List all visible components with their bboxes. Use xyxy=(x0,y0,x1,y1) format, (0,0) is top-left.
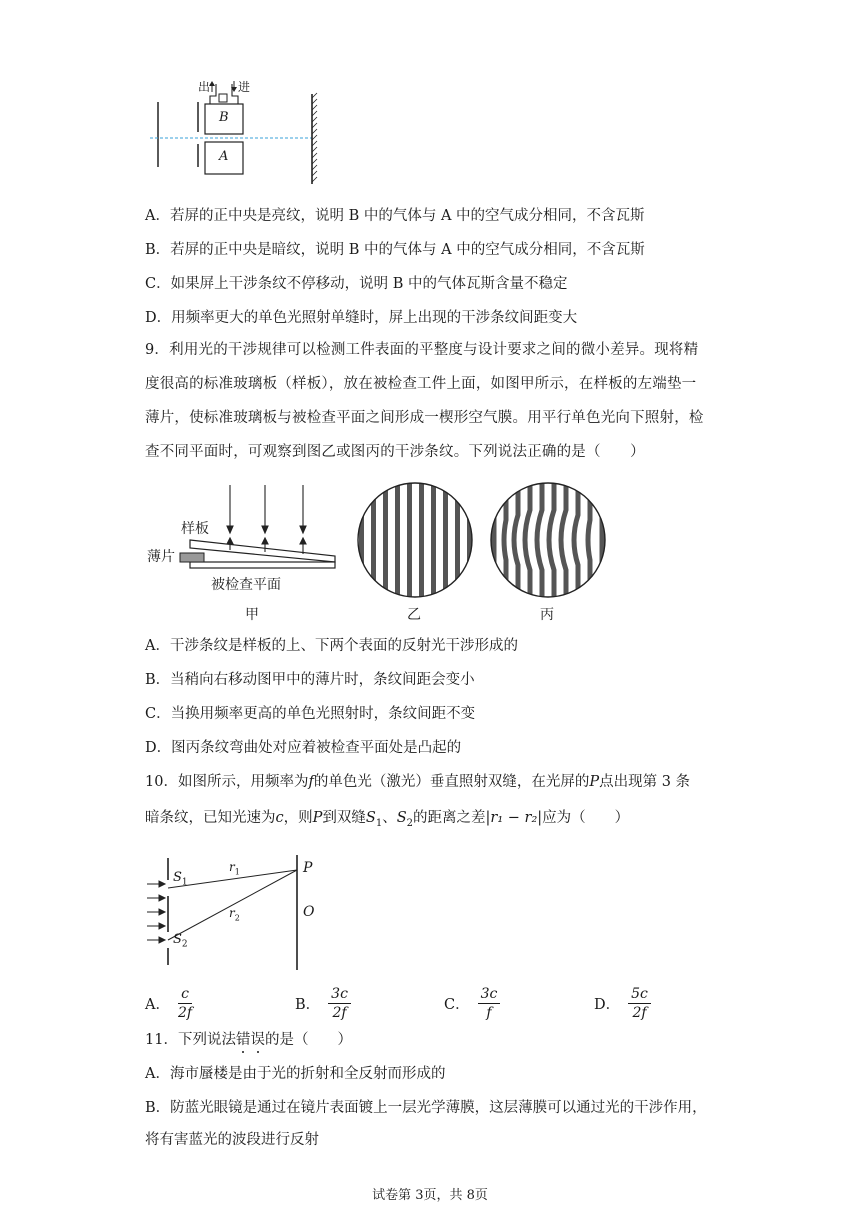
label-s1-main: S xyxy=(173,870,182,885)
q10-expr: |r₁ − r₂| xyxy=(485,810,543,826)
figure-bing xyxy=(488,480,608,625)
label-sample-plate: 样板 xyxy=(181,521,209,537)
q9-stem-line: 9．利用光的干涉规律可以检测工件表面的平整度与设计要求之间的微小差异。现将精 xyxy=(145,342,699,358)
q10-sep: 、 xyxy=(382,810,397,826)
q10-var-s2: S xyxy=(396,810,407,826)
q10-option-key: B． xyxy=(295,997,321,1013)
q10-option-key: A． xyxy=(145,997,170,1013)
q9-stem-line: 度很高的标准玻璃板（样板），放在被检查工件上面，如图甲所示，在样板的左端垫一 xyxy=(145,376,697,392)
q10-text: ，则 xyxy=(283,810,313,826)
fraction-numerator: 5c xyxy=(628,985,651,1004)
label-s2-sub: 2 xyxy=(181,939,188,950)
q9-option-b: B．当稍向右移动图甲中的薄片时，条纹间距会变小 xyxy=(145,672,475,688)
caption-yi: 乙 xyxy=(407,607,421,623)
wedge-film-diagram xyxy=(145,480,345,580)
q9-stem-line: 查不同平面时，可观察到图乙或图丙的干涉条纹。下列说法正确的是（ ） xyxy=(145,444,645,460)
q10-option-c xyxy=(444,985,500,1022)
q10-sub-2: 2 xyxy=(406,817,414,829)
label-r2-main: r xyxy=(229,906,235,920)
page-footer: 试卷第 3页，共 8页 xyxy=(372,1188,488,1203)
q11-option-a: A．海市蜃楼是由于光的折射和全反射而形成的 xyxy=(145,1066,446,1082)
q10-text: 的单色光（激光）垂直照射双缝，在光屏的 xyxy=(313,774,590,790)
q10-option-d xyxy=(594,985,651,1022)
label-r1 xyxy=(229,860,240,876)
fraction-numerator: c xyxy=(178,985,192,1004)
fraction-denominator: f xyxy=(486,1005,492,1021)
q10-text: 应为（ ） xyxy=(542,810,630,826)
label-s2-main: S xyxy=(173,932,182,947)
fraction-denominator: 2f xyxy=(632,1005,647,1021)
label-r1-sub: 1 xyxy=(234,867,240,877)
q11-option-b-line-2: 将有害蓝光的波段进行反射 xyxy=(145,1132,319,1148)
label-in: 进 xyxy=(238,80,251,94)
q8-option-c: C．如果屏上干涉条纹不停移动，说明 B 中的气体瓦斯含量不稳定 xyxy=(145,276,568,292)
fraction-denominator: 2f xyxy=(177,1005,193,1021)
q8-option-d: D．用频率更大的单色光照射单缝时，屏上出现的干涉条纹间距变大 xyxy=(145,310,578,326)
label-thin-sheet: 薄片 xyxy=(147,549,175,565)
fraction-numerator: 3c xyxy=(328,985,351,1004)
q10-option-key: D． xyxy=(594,997,621,1013)
q10-text: 点出现第 3 条 xyxy=(599,774,691,790)
figure-yi xyxy=(355,480,475,625)
q8-option-a: A．若屏的正中央是亮纹，说明 B 中的气体与 A 中的空气成分相同，不含瓦斯 xyxy=(145,208,645,224)
q11-text: 11．下列说法 xyxy=(145,1032,236,1048)
figure-jia xyxy=(145,480,345,625)
label-o: O xyxy=(303,904,315,920)
label-inspected-plane: 被检查平面 xyxy=(211,577,281,593)
q10-option-b xyxy=(295,985,351,1022)
fraction xyxy=(328,985,351,1022)
label-s1 xyxy=(173,870,188,888)
q11-option-b-line-1: B．防蓝光眼镜是通过在镜片表面镀上一层光学薄膜，这层薄膜可以通过光的干涉作用， xyxy=(145,1100,707,1116)
fraction xyxy=(628,985,651,1022)
caption-jia: 甲 xyxy=(245,607,259,623)
q9-stem xyxy=(145,333,725,469)
figure-gas-chamber xyxy=(150,72,330,187)
caption-bing: 丙 xyxy=(540,607,554,623)
label-chamber-b: B xyxy=(219,110,229,125)
q10-stem-line-2 xyxy=(145,808,629,834)
q9-stem-line: 薄片，使标准玻璃板与被检查平面之间形成一楔形空气膜。用平行单色光向下照射，检 xyxy=(145,410,704,426)
q11-emphasis: 错 xyxy=(235,1032,251,1048)
label-s1-sub: 1 xyxy=(181,877,188,888)
q8-option-b: B．若屏的正中央是暗纹，说明 B 中的气体与 A 中的空气成分相同，不含瓦斯 xyxy=(145,242,645,258)
bent-fringes xyxy=(488,480,608,600)
label-s2 xyxy=(173,932,188,950)
q9-option-a: A．干涉条纹是样板的上、下两个表面的反射光干涉形成的 xyxy=(145,638,518,654)
q10-option-key: C． xyxy=(444,997,470,1013)
figure-double-slit xyxy=(145,850,335,975)
q11-emphasis: 误 xyxy=(250,1032,265,1048)
label-r1-main: r xyxy=(229,860,235,874)
fraction xyxy=(478,985,501,1022)
label-r2 xyxy=(229,906,240,922)
label-chamber-a: A xyxy=(219,149,229,164)
q10-var-c: c xyxy=(275,810,284,826)
fraction-denominator: 2f xyxy=(332,1005,347,1021)
label-p: P xyxy=(303,860,313,876)
q10-var-s1: S xyxy=(365,810,376,826)
q10-text: 暗条纹，已知光速为 xyxy=(145,810,276,826)
q10-var-p: P xyxy=(589,774,600,790)
label-r2-sub: 2 xyxy=(234,913,240,923)
q9-option-d: D．图丙条纹弯曲处对应着被检查平面处是凸起的 xyxy=(145,740,462,756)
q10-var-p: P xyxy=(312,810,323,826)
q10-stem-line-1 xyxy=(145,772,690,792)
q10-text: 到双缝 xyxy=(322,810,366,826)
label-out: 出 xyxy=(198,80,211,94)
q11-text: 的是（ ） xyxy=(264,1032,352,1048)
q11-stem xyxy=(145,1030,352,1050)
q10-var-f: f xyxy=(308,774,314,790)
q10-text: 的距离之差 xyxy=(413,810,486,826)
q10-option-a xyxy=(145,985,192,1022)
q10-text: 10．如图所示，用频率为 xyxy=(145,774,309,790)
fraction xyxy=(178,985,192,1022)
q9-option-c: C．当换用频率更高的单色光照射时，条纹间距不变 xyxy=(145,706,476,722)
fraction-numerator: 3c xyxy=(478,985,501,1004)
straight-fringes xyxy=(355,480,475,600)
q10-sub-1: 1 xyxy=(375,817,383,829)
